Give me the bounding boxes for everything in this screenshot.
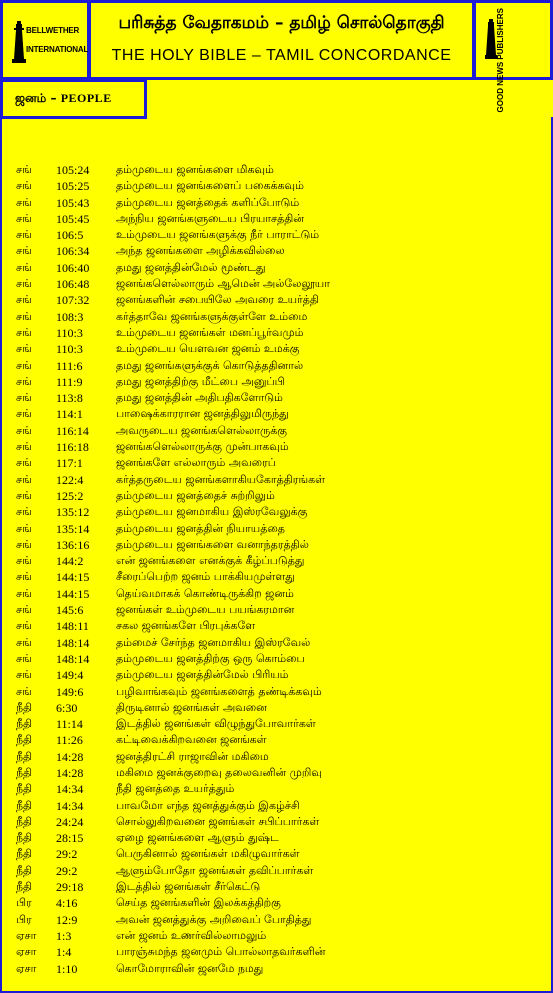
verse-reference: 105:43 — [56, 195, 90, 210]
concordance-row — [0, 618, 553, 634]
verse-reference: 116:18 — [56, 440, 89, 455]
concordance-row — [0, 602, 553, 618]
verse-reference: 105:25 — [56, 179, 90, 194]
concordance-row — [0, 765, 553, 781]
book-abbrev: சங் — [16, 505, 32, 519]
book-abbrev: சங் — [16, 260, 32, 274]
book-abbrev: சங் — [16, 228, 32, 242]
book-abbrev: நீதி — [16, 863, 33, 877]
verse-snippet: கட்டிவைக்கிறவனை ஜனங்கள் — [116, 733, 267, 747]
verse-reference: 149:4 — [56, 668, 84, 683]
concordance-row — [0, 162, 553, 178]
verse-snippet: ஜனங்கள் உம்முடைய பயங்கரமான — [116, 603, 295, 617]
concordance-row — [0, 374, 553, 390]
verse-reference: 135:14 — [56, 521, 90, 536]
book-abbrev: சங் — [16, 456, 32, 470]
verse-snippet: தமது ஜனத்திற்கு மீட்பை அனுப்பி — [116, 374, 285, 388]
verse-reference: 1:10 — [56, 961, 78, 976]
concordance-row — [0, 846, 553, 862]
verse-reference: 11:26 — [56, 733, 83, 748]
book-abbrev: சங் — [16, 472, 32, 486]
verse-reference: 148:11 — [56, 619, 89, 634]
concordance-row — [0, 798, 553, 814]
verse-reference: 144:15 — [56, 586, 90, 601]
verse-reference: 136:16 — [56, 537, 90, 552]
book-abbrev: பிர — [16, 912, 32, 926]
section-english: PEOPLE — [60, 91, 112, 105]
book-abbrev: நீதி — [16, 700, 33, 714]
verse-reference: 6:30 — [56, 700, 78, 715]
logo-line-2: INTERNATIONAL — [26, 45, 89, 54]
book-abbrev: சங் — [16, 195, 32, 209]
verse-snippet: தமது ஜனத்தின்மேல் மூண்டது — [116, 260, 266, 274]
verse-snippet: அவன் ஜனத்துக்கு அறிவைப் போதித்து — [116, 912, 312, 926]
concordance-row — [0, 667, 553, 683]
concordance-row — [0, 569, 553, 585]
book-abbrev: நீதி — [16, 847, 33, 861]
verse-snippet: தம்முடைய ஜனங்களை மிகவும் — [116, 163, 274, 176]
verse-snippet: தமது ஜனத்தின் அதிபதிகளோடும் — [116, 391, 283, 405]
concordance-row — [0, 537, 553, 553]
verse-reference: 148:14 — [56, 635, 90, 650]
book-abbrev: நீதி — [16, 765, 33, 779]
concordance-row — [0, 944, 553, 960]
verse-snippet: என் ஜனங்களை எனக்குக் கீழ்ப்படுத்து — [116, 554, 305, 568]
book-abbrev: சங் — [16, 211, 32, 225]
verse-reference: 29:2 — [56, 863, 78, 878]
verse-snippet: பாவமோ எந்த ஜனத்துக்கும் இகழ்ச்சி — [116, 798, 300, 812]
verse-snippet: ஜனங்களெல்லாருக்கு முன்பாகவும் — [116, 440, 289, 454]
concordance-row — [0, 423, 553, 439]
concordance-row — [0, 928, 553, 944]
concordance-row — [0, 912, 553, 928]
verse-snippet: உம்முடைய யௌவன ஜனம் உமக்கு — [116, 342, 300, 356]
verse-reference: 122:4 — [56, 472, 84, 487]
book-abbrev: ஏசா — [16, 928, 37, 942]
book-abbrev: பிர — [16, 896, 32, 910]
verse-reference: 148:14 — [56, 651, 90, 666]
verse-snippet: பாரஞ்சுமந்த ஜனமும் பொல்லாதவர்களின் — [116, 945, 326, 959]
book-abbrev: சங் — [16, 342, 32, 356]
concordance-row — [0, 488, 553, 504]
verse-snippet: அந்நிய ஜனங்களுடைய பிரயாசத்தின் — [116, 211, 304, 225]
concordance-row — [0, 309, 553, 325]
concordance-row — [0, 716, 553, 732]
concordance-row — [0, 814, 553, 830]
book-abbrev: சங் — [16, 179, 32, 193]
book-abbrev: சங் — [16, 619, 32, 633]
tamil-title: பரிசுத்த வேதாகமம் – தமிழ் சொல்தொகுதி — [118, 13, 445, 33]
concordance-row — [0, 406, 553, 422]
verse-reference: 106:48 — [56, 277, 90, 292]
verse-snippet: உம்முடைய ஜனங்கள் மனப்பூர்வமும் — [116, 325, 304, 339]
book-abbrev: நீதி — [16, 749, 33, 763]
book-abbrev: சங் — [16, 374, 32, 388]
verse-reference: 145:6 — [56, 603, 84, 618]
concordance-row — [0, 651, 553, 667]
concordance-row — [0, 553, 553, 569]
verse-snippet: இடத்தில் ஜனங்கள் விழுந்துபோவார்கள் — [116, 717, 316, 731]
concordance-row — [0, 830, 553, 846]
book-abbrev: சங் — [16, 277, 32, 291]
verse-reference: 11:14 — [56, 717, 83, 732]
verse-reference: 106:40 — [56, 260, 90, 275]
book-abbrev: சங் — [16, 586, 32, 600]
verse-snippet: தம்முடைய ஜனத்தைக் களிப்போடும் — [116, 195, 300, 209]
verse-reference: 14:34 — [56, 798, 84, 813]
concordance-row — [0, 341, 553, 357]
book-abbrev: சங் — [16, 684, 32, 698]
concordance-row — [0, 961, 553, 977]
verse-snippet: கொமோராவின் ஜனமே நமது — [116, 961, 264, 975]
verse-reference: 106:34 — [56, 244, 90, 259]
section-tamil: ஜனம் — [15, 91, 47, 105]
concordance-row — [0, 732, 553, 748]
bellwether-logo-text — [26, 24, 88, 56]
verse-reference: 12:9 — [56, 912, 78, 927]
verse-reference: 29:2 — [56, 847, 78, 862]
verse-reference: 111:6 — [56, 358, 83, 373]
concordance-row — [0, 439, 553, 455]
book-abbrev: ஏசா — [16, 961, 37, 975]
verse-snippet: அந்த ஜனங்களை அழிக்கவில்லை — [116, 244, 285, 258]
book-abbrev: சங் — [16, 325, 32, 339]
book-abbrev: சங் — [16, 423, 32, 437]
verse-reference: 113:8 — [56, 391, 83, 406]
book-abbrev: நீதி — [16, 814, 33, 828]
verse-reference: 110:3 — [56, 342, 83, 357]
verse-snippet: தம்முடைய ஜனத்தைச் சுற்றிலும் — [116, 488, 275, 502]
verse-reference: 125:2 — [56, 488, 84, 503]
book-abbrev: ஏசா — [16, 945, 37, 959]
section-label: ஜனம் – PEOPLE — [15, 91, 112, 105]
concordance-row — [0, 635, 553, 651]
concordance-row — [0, 586, 553, 602]
verse-reference: 144:15 — [56, 570, 90, 585]
verse-snippet: தம்முடைய ஜனங்களைப் பகைக்கவும் — [116, 179, 304, 193]
verse-snippet: தம்முடைய ஜனத்தின்மேல் பிரியம் — [116, 668, 289, 682]
book-abbrev: சங் — [16, 570, 32, 584]
verse-snippet: தமது ஜனங்களுக்குக் கொடுத்ததினால் — [116, 358, 304, 372]
verse-snippet: ஜனத்திரட்சி ராஜாவின் மகிமை — [116, 749, 269, 763]
concordance-row — [0, 243, 553, 259]
concordance-row — [0, 879, 553, 895]
verse-snippet: ஆளும்போதோ ஜனங்கள் தவிப்பார்கள் — [116, 863, 314, 877]
book-abbrev: சங் — [16, 163, 32, 176]
book-abbrev: சங் — [16, 488, 32, 502]
verse-reference: 108:3 — [56, 309, 84, 324]
verse-reference: 29:18 — [56, 880, 84, 895]
concordance-row — [0, 749, 553, 765]
verse-reference: 111:9 — [56, 374, 83, 389]
lighthouse-icon — [12, 21, 26, 63]
verse-snippet: உம்முடைய ஜனங்களுக்கு நீர் பாராட்டும் — [116, 228, 320, 242]
concordance-list — [0, 162, 553, 977]
verse-reference: 4:16 — [56, 896, 78, 911]
concordance-row — [0, 684, 553, 700]
verse-snippet: ஜனங்களின் சபையிலே அவரை உயர்த்தி — [116, 293, 319, 307]
book-abbrev: சங் — [16, 603, 32, 617]
verse-snippet: சீரைப்பெற்ற ஜனம் பாக்கியமுள்ளது — [116, 570, 295, 584]
book-abbrev: நீதி — [16, 831, 33, 845]
verse-snippet: பழிவாங்கவும் ஜனங்களைத் தண்டிக்கவும் — [116, 684, 322, 698]
concordance-row — [0, 276, 553, 292]
verse-reference: 14:34 — [56, 782, 84, 797]
book-abbrev: சங் — [16, 391, 32, 405]
english-title: THE HOLY BIBLE – TAMIL CONCORDANCE — [111, 47, 452, 64]
verse-snippet: நீதி ஜனத்தை உயர்த்தும் — [116, 782, 235, 796]
verse-snippet: பாஷைக்காரரான ஜனத்திலுமிருந்து — [116, 407, 289, 421]
concordance-row — [0, 325, 553, 341]
book-abbrev: சங் — [16, 293, 32, 307]
verse-snippet: பெருகினால் ஜனங்கள் மகிழுவார்கள் — [116, 847, 300, 861]
verse-snippet: சகல ஜனங்களே பிரபுக்களே — [116, 619, 256, 633]
concordance-row — [0, 178, 553, 194]
concordance-row — [0, 472, 553, 488]
verse-snippet: தெய்வமாகக் கொண்டிருக்கிற ஜனம் — [116, 586, 294, 600]
verse-snippet: தம்முடைய ஜனமாகிய இஸ்ரவேலுக்கு — [116, 505, 308, 519]
book-abbrev: நீதி — [16, 880, 33, 894]
concordance-row — [0, 895, 553, 911]
concordance-row — [0, 390, 553, 406]
book-abbrev: சங் — [16, 554, 32, 568]
title-box — [88, 0, 475, 80]
book-abbrev: சங் — [16, 651, 32, 665]
book-abbrev: நீதி — [16, 733, 33, 747]
verse-reference: 105:45 — [56, 211, 90, 226]
verse-reference: 24:24 — [56, 814, 84, 829]
concordance-row — [0, 504, 553, 520]
verse-reference: 106:5 — [56, 228, 84, 243]
book-abbrev: நீதி — [16, 717, 33, 731]
verse-snippet: தம்முடைய ஜனங்களை வனாந்தரத்தில் — [116, 537, 309, 551]
concordance-row — [0, 781, 553, 797]
concordance-row — [0, 260, 553, 276]
book-abbrev: சங் — [16, 668, 32, 682]
book-abbrev: நீதி — [16, 782, 33, 796]
book-abbrev: சங் — [16, 521, 32, 535]
verse-snippet: மகிமை ஜனக்குறைவு தலைவனின் முறிவு — [116, 765, 322, 779]
concordance-row — [0, 292, 553, 308]
verse-reference: 149:6 — [56, 684, 84, 699]
book-abbrev: சங் — [16, 358, 32, 372]
verse-reference: 114:1 — [56, 407, 83, 422]
verse-reference: 117:1 — [56, 456, 83, 471]
verse-reference: 107:32 — [56, 293, 90, 308]
verse-reference: 110:3 — [56, 325, 83, 340]
section-header — [0, 79, 147, 119]
verse-reference: 1:3 — [56, 928, 72, 943]
book-abbrev: சங் — [16, 244, 32, 258]
concordance-row — [0, 455, 553, 471]
verse-snippet: அவருடைய ஜனங்களெல்லாருக்கு — [116, 423, 287, 437]
verse-reference: 14:28 — [56, 749, 84, 764]
verse-reference: 105:24 — [56, 163, 90, 177]
book-abbrev: சங் — [16, 635, 32, 649]
verse-snippet: செய்த ஜனங்களின் இலக்கத்திற்கு — [116, 896, 281, 910]
verse-snippet: கர்த்தாவே ஜனங்களுக்குள்ளே உம்மை — [116, 309, 308, 323]
book-abbrev: நீதி — [16, 798, 33, 812]
book-abbrev: சங் — [16, 440, 32, 454]
verse-reference: 116:14 — [56, 423, 89, 438]
verse-snippet: ஜனங்களே எல்லாரும் அவரைப் — [116, 456, 276, 470]
concordance-row — [0, 195, 553, 211]
concordance-row — [0, 211, 553, 227]
verse-reference: 144:2 — [56, 554, 84, 569]
verse-reference: 1:4 — [56, 945, 72, 960]
verse-snippet: ஜனங்களெல்லாரும் ஆமென் அல்லேலூயா — [116, 277, 330, 291]
verse-reference: 14:28 — [56, 765, 84, 780]
verse-snippet: என் ஜனம் உணர்வில்லாமலும் — [116, 928, 267, 942]
book-abbrev: சங் — [16, 309, 32, 323]
verse-reference: 28:15 — [56, 831, 84, 846]
verse-snippet: கர்த்தருடைய ஜனங்களாகியகோத்திரங்கள் — [116, 472, 326, 486]
book-abbrev: சங் — [16, 407, 32, 421]
verse-snippet: திருடினால் ஜனங்கள் அவனை — [116, 700, 267, 714]
verse-snippet: ஏழை ஜனங்களை ஆளும் துஷ்ட — [116, 831, 279, 845]
verse-snippet: தம்முடைய ஜனத்திற்கு ஒரு கொம்பை — [116, 651, 305, 665]
verse-reference: 135:12 — [56, 505, 90, 520]
verse-snippet: இடத்தில் ஜனங்கள் சீர்கெட்டு — [116, 880, 261, 894]
concordance-row — [0, 863, 553, 879]
concordance-row — [0, 358, 553, 374]
concordance-row — [0, 700, 553, 716]
verse-snippet: தம்முடைய ஜனத்தின் நியாயத்தை — [116, 521, 285, 535]
verse-snippet: சொல்லுகிறவனை ஜனங்கள் சபிப்பார்கள் — [116, 814, 320, 828]
verse-snippet: தம்மைச் சேர்ந்த ஜனமாகிய இஸ்ரவேல் — [116, 635, 311, 649]
concordance-row — [0, 227, 553, 243]
concordance-row — [0, 521, 553, 537]
goodnews-logo-text: GOOD NEWS PUBLISHERS — [496, 8, 505, 113]
book-abbrev: சங் — [16, 537, 32, 551]
logo-line-1: BELLWETHER — [26, 26, 80, 35]
